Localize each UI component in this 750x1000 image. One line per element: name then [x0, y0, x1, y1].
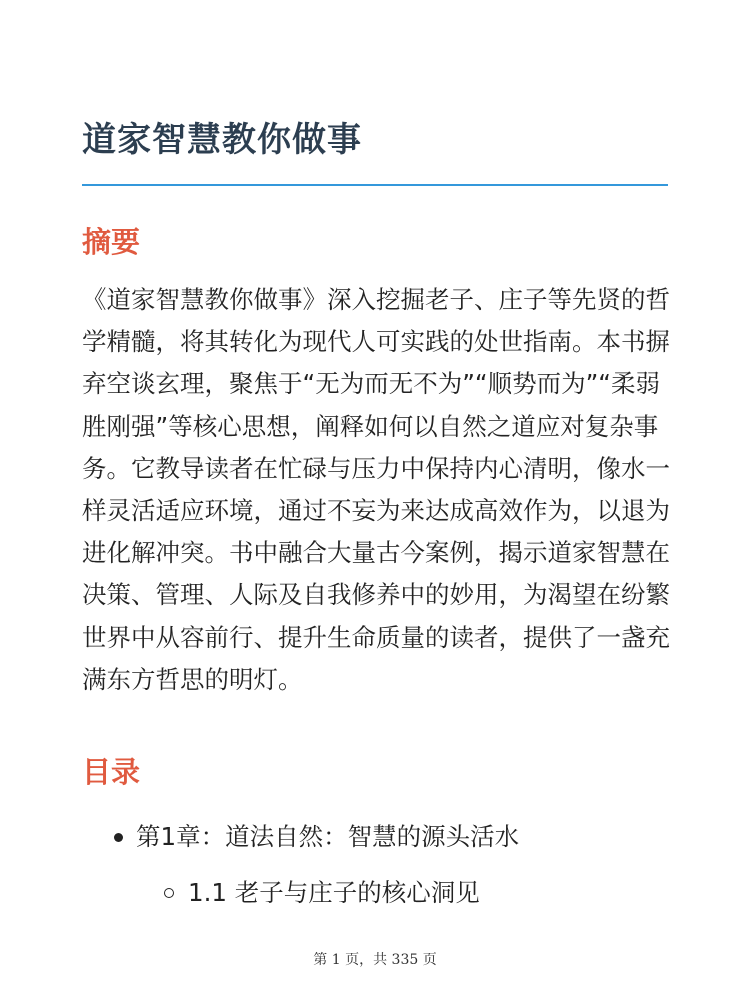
circle-bullet-icon: [164, 888, 174, 898]
disc-bullet-icon: [114, 833, 123, 842]
toc-heading: 目录: [82, 755, 141, 789]
toc-item-label: 第1章：道法自然：智慧的源头活水: [136, 822, 520, 851]
title-divider: [82, 184, 668, 186]
toc-item-section-1-1[interactable]: [82, 868, 682, 918]
toc-list: [82, 812, 682, 918]
toc-item-chapter-1[interactable]: [82, 812, 682, 862]
abstract-heading: 摘要: [82, 225, 141, 259]
toc-item-label: 1.1 老子与庄子的核心洞见: [188, 878, 480, 907]
page-number: 第 1 页，共 335 页: [313, 952, 437, 968]
document-title: 道家智慧教你做事: [82, 120, 362, 160]
abstract-paragraph: 《道家智慧教你做事》深入挖掘老子、庄子等先贤的哲学精髓，将其转化为现代人可实践的处世指南。本书摒弃空谈玄理，聚焦于“无为而无不为”“顺势而为”“柔弱胜刚强”等核心思想，阐释如何以自然之道应对复杂事务。它教导读者在忙碌与压力中保持内心清明，像水一样灵活适应环境，通过不妄为来达成高效作为，以退为进化解冲突。书中融合大量古今案例，揭示道家智慧在决策、管理、人际及自我修养中的妙用，为渴望在纷繁世界中从容前行、提升生命质量的读者，提供了一盏充满东方哲思的明灯。: [82, 285, 670, 694]
